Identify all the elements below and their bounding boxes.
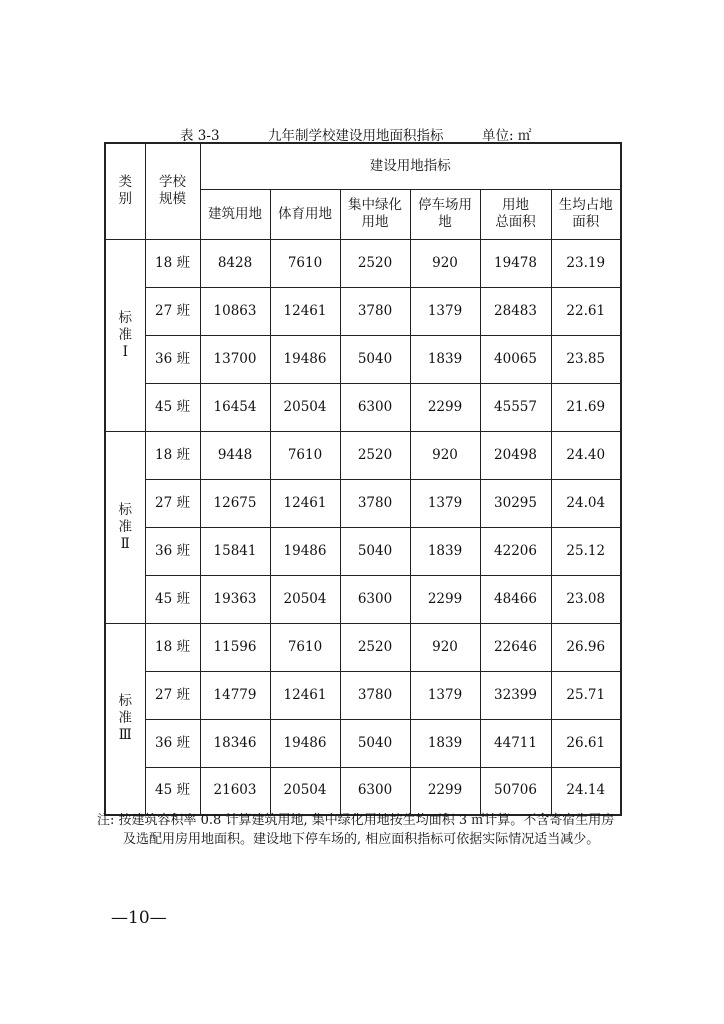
value-cell: 19478 bbox=[480, 239, 551, 287]
table-row bbox=[105, 623, 621, 671]
cell-text-line: 体育用地 bbox=[278, 205, 332, 222]
header-category bbox=[105, 143, 145, 239]
school-scale-cell: 27 班 bbox=[145, 671, 200, 719]
value-cell: 3780 bbox=[340, 671, 410, 719]
table-row bbox=[105, 671, 621, 719]
cell-text-line: 停车场用 bbox=[418, 197, 472, 213]
table-note bbox=[97, 811, 637, 849]
column-header bbox=[270, 189, 340, 239]
table-row bbox=[105, 767, 621, 815]
cell-text-line: 用地 bbox=[361, 214, 389, 230]
value-cell: 24.14 bbox=[551, 767, 621, 815]
value-cell: 19486 bbox=[270, 719, 340, 767]
value-cell: 13700 bbox=[200, 335, 270, 383]
value-cell: 19363 bbox=[200, 575, 270, 623]
value-cell: 12461 bbox=[270, 287, 340, 335]
table-row bbox=[105, 335, 621, 383]
value-cell: 42206 bbox=[480, 527, 551, 575]
cell-text-line: 集中绿化 bbox=[348, 197, 402, 213]
column-header bbox=[200, 189, 270, 239]
value-cell: 16454 bbox=[200, 383, 270, 431]
value-cell: 48466 bbox=[480, 575, 551, 623]
value-cell: 25.12 bbox=[551, 527, 621, 575]
value-cell: 20504 bbox=[270, 575, 340, 623]
standard-label bbox=[105, 239, 145, 431]
value-cell: 1379 bbox=[410, 671, 480, 719]
table-row bbox=[105, 239, 621, 287]
table-row bbox=[105, 479, 621, 527]
value-cell: 12675 bbox=[200, 479, 270, 527]
cell-text-line: 标 bbox=[118, 693, 132, 710]
value-cell: 24.04 bbox=[551, 479, 621, 527]
value-cell: 21603 bbox=[200, 767, 270, 815]
table-row bbox=[105, 575, 621, 623]
value-cell: 1379 bbox=[410, 287, 480, 335]
cell-text-line: 规模 bbox=[159, 191, 186, 208]
value-cell: 25.71 bbox=[551, 671, 621, 719]
value-cell: 12461 bbox=[270, 479, 340, 527]
school-scale-cell: 36 班 bbox=[145, 527, 200, 575]
value-cell: 21.69 bbox=[551, 383, 621, 431]
value-cell: 19486 bbox=[270, 527, 340, 575]
value-cell: 2520 bbox=[340, 623, 410, 671]
column-header bbox=[551, 189, 621, 239]
cell-text-line: Ⅲ bbox=[118, 727, 132, 744]
cell-text-line: Ⅱ bbox=[120, 535, 130, 552]
value-cell: 20504 bbox=[270, 767, 340, 815]
value-cell: 20504 bbox=[270, 383, 340, 431]
cell-text-line: 标 bbox=[118, 501, 132, 518]
cell-text-line: 准 bbox=[118, 326, 132, 343]
value-cell: 5040 bbox=[340, 527, 410, 575]
cell-text-line: 准 bbox=[118, 518, 132, 535]
value-cell: 44711 bbox=[480, 719, 551, 767]
value-cell: 12461 bbox=[270, 671, 340, 719]
cell-text-line: 面积 bbox=[572, 214, 600, 230]
value-cell: 23.08 bbox=[551, 575, 621, 623]
note-line-1: 注: 按建筑容积率 0.8 计算建筑用地, 集中绿化用地按生均面积 3 ㎡计算。不含寄宿生用房 bbox=[97, 813, 615, 828]
value-cell: 9448 bbox=[200, 431, 270, 479]
school-scale-cell: 36 班 bbox=[145, 335, 200, 383]
table-row bbox=[105, 383, 621, 431]
cell-text-line: 类 bbox=[118, 174, 132, 191]
value-cell: 26.96 bbox=[551, 623, 621, 671]
header-school-scale bbox=[145, 143, 200, 239]
school-scale-cell: 45 班 bbox=[145, 575, 200, 623]
cell-text-line: 地 bbox=[438, 214, 452, 230]
column-header bbox=[410, 189, 480, 239]
value-cell: 28483 bbox=[480, 287, 551, 335]
header-land-indicators: 建设用地指标 bbox=[200, 143, 621, 189]
value-cell: 920 bbox=[410, 623, 480, 671]
school-scale-cell: 36 班 bbox=[145, 719, 200, 767]
value-cell: 2299 bbox=[410, 383, 480, 431]
table-number: 表 3-3 bbox=[180, 128, 220, 144]
value-cell: 3780 bbox=[340, 287, 410, 335]
value-cell: 2520 bbox=[340, 431, 410, 479]
page-number: —10— bbox=[111, 908, 167, 928]
value-cell: 11596 bbox=[200, 623, 270, 671]
value-cell: 10863 bbox=[200, 287, 270, 335]
value-cell: 18346 bbox=[200, 719, 270, 767]
school-scale-cell: 18 班 bbox=[145, 623, 200, 671]
table-row bbox=[105, 719, 621, 767]
value-cell: 6300 bbox=[340, 383, 410, 431]
value-cell: 22646 bbox=[480, 623, 551, 671]
value-cell: 19486 bbox=[270, 335, 340, 383]
column-header bbox=[340, 189, 410, 239]
cell-text-line: 别 bbox=[118, 191, 132, 208]
value-cell: 1839 bbox=[410, 719, 480, 767]
school-scale-cell: 45 班 bbox=[145, 767, 200, 815]
table-row bbox=[105, 287, 621, 335]
value-cell: 7610 bbox=[270, 623, 340, 671]
cell-text-line: 准 bbox=[118, 710, 132, 727]
table-row bbox=[105, 431, 621, 479]
value-cell: 2299 bbox=[410, 575, 480, 623]
table-unit: 单位: ㎡ bbox=[482, 128, 532, 144]
school-scale-cell: 45 班 bbox=[145, 383, 200, 431]
value-cell: 23.19 bbox=[551, 239, 621, 287]
value-cell: 2520 bbox=[340, 239, 410, 287]
value-cell: 30295 bbox=[480, 479, 551, 527]
value-cell: 14779 bbox=[200, 671, 270, 719]
value-cell: 22.61 bbox=[551, 287, 621, 335]
value-cell: 6300 bbox=[340, 767, 410, 815]
value-cell: 32399 bbox=[480, 671, 551, 719]
value-cell: 24.40 bbox=[551, 431, 621, 479]
cell-text-line: 标 bbox=[118, 309, 132, 326]
value-cell: 20498 bbox=[480, 431, 551, 479]
standard-label bbox=[105, 431, 145, 623]
value-cell: 23.85 bbox=[551, 335, 621, 383]
note-line-2: 及选配用房用地面积。建设地下停车场的, 相应面积指标可依据实际情况适当减少。 bbox=[123, 832, 600, 847]
cell-text-line: Ⅰ bbox=[122, 343, 128, 360]
land-area-table bbox=[104, 142, 622, 816]
value-cell: 3780 bbox=[340, 479, 410, 527]
value-cell: 6300 bbox=[340, 575, 410, 623]
value-cell: 5040 bbox=[340, 335, 410, 383]
value-cell: 1379 bbox=[410, 479, 480, 527]
cell-text-line: 总面积 bbox=[495, 214, 536, 230]
value-cell: 5040 bbox=[340, 719, 410, 767]
value-cell: 45557 bbox=[480, 383, 551, 431]
table-row bbox=[105, 527, 621, 575]
school-scale-cell: 27 班 bbox=[145, 479, 200, 527]
value-cell: 50706 bbox=[480, 767, 551, 815]
value-cell: 8428 bbox=[200, 239, 270, 287]
value-cell: 40065 bbox=[480, 335, 551, 383]
cell-text-line: 用地 bbox=[502, 197, 529, 213]
school-scale-cell: 18 班 bbox=[145, 239, 200, 287]
cell-text-line: 生均占地 bbox=[558, 197, 613, 213]
value-cell: 2299 bbox=[410, 767, 480, 815]
table-title: 九年制学校建设用地面积指标 bbox=[268, 128, 444, 144]
cell-text-line: 建筑用地 bbox=[208, 205, 262, 222]
value-cell: 7610 bbox=[270, 239, 340, 287]
value-cell: 15841 bbox=[200, 527, 270, 575]
value-cell: 1839 bbox=[410, 527, 480, 575]
value-cell: 920 bbox=[410, 431, 480, 479]
value-cell: 26.61 bbox=[551, 719, 621, 767]
column-header bbox=[480, 189, 551, 239]
value-cell: 7610 bbox=[270, 431, 340, 479]
school-scale-cell: 18 班 bbox=[145, 431, 200, 479]
standard-label bbox=[105, 623, 145, 815]
cell-text-line: 学校 bbox=[159, 174, 186, 191]
school-scale-cell: 27 班 bbox=[145, 287, 200, 335]
value-cell: 920 bbox=[410, 239, 480, 287]
value-cell: 1839 bbox=[410, 335, 480, 383]
